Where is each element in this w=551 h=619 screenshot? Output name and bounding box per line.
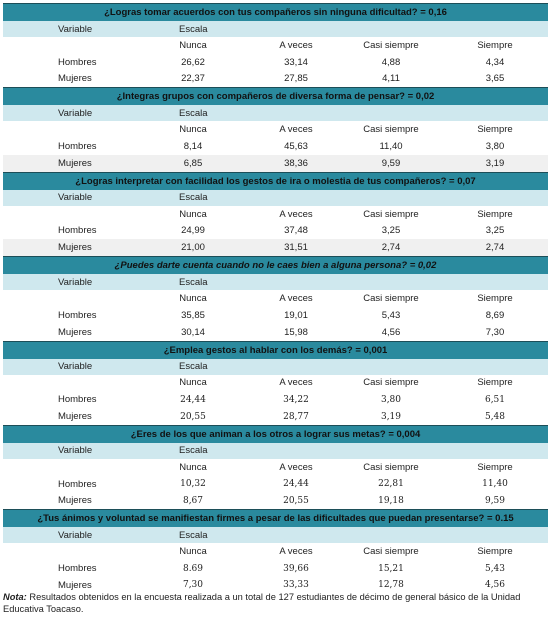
table-row xyxy=(3,493,548,510)
group-label: Hombres xyxy=(58,563,97,575)
escala-header: Escala xyxy=(179,361,208,373)
scale-row xyxy=(3,37,548,54)
cell: 22,81 xyxy=(378,479,404,490)
variable-header: Variable xyxy=(58,276,93,288)
variable-header: Variable xyxy=(58,107,93,119)
table-row xyxy=(3,324,548,341)
cell: 31,51 xyxy=(284,242,308,254)
scale-row xyxy=(3,459,548,476)
question-block xyxy=(3,256,548,340)
variable-header: Variable xyxy=(58,445,93,457)
column-header-row xyxy=(3,274,548,290)
escala-header: Escala xyxy=(179,192,208,204)
scale-label: Siempre xyxy=(477,461,513,473)
question-block xyxy=(3,87,548,171)
group-label: Mujeres xyxy=(58,326,92,338)
cell: 10,32 xyxy=(180,479,206,490)
group-label: Mujeres xyxy=(58,579,92,591)
scale-label: Nunca xyxy=(179,208,207,220)
column-header-row xyxy=(3,527,548,543)
group-label: Hombres xyxy=(58,225,97,237)
scale-label: A veces xyxy=(279,377,313,389)
question-header: ¿Eres de los que animan a los otros a lograr sus metas? = 0,004 xyxy=(3,425,548,443)
column-header-row xyxy=(3,443,548,459)
cell: 38,36 xyxy=(284,157,308,169)
scale-label: A veces xyxy=(279,39,313,51)
cell: 4,34 xyxy=(485,56,505,68)
group-label: Hombres xyxy=(58,478,97,490)
cell: 30,14 xyxy=(181,326,205,338)
question-header: ¿Emplea gestos al hablar con los demás? = 0,001 xyxy=(3,341,548,359)
table-row xyxy=(3,138,548,155)
question-block xyxy=(3,341,548,425)
cell: 2,74 xyxy=(381,242,401,254)
scale-label: Nunca xyxy=(179,39,207,51)
scale-label: A veces xyxy=(279,461,313,473)
table-row xyxy=(3,239,548,256)
group-label: Hombres xyxy=(58,309,97,321)
cell: 24,44 xyxy=(283,479,309,490)
question-header: ¿Logras interpretar con facilidad los gestos de ira o molestia de tus compañeros? = 0,07 xyxy=(3,172,548,190)
cell: 11,40 xyxy=(482,479,508,490)
cell: 15,98 xyxy=(284,326,308,338)
table-note xyxy=(3,591,548,615)
cell: 7,30 xyxy=(485,326,505,338)
table-row xyxy=(3,307,548,324)
group-label: Mujeres xyxy=(58,73,92,85)
group-label: Hombres xyxy=(58,394,97,406)
scale-label: Nunca xyxy=(179,546,207,558)
scale-label: Nunca xyxy=(179,461,207,473)
escala-header: Escala xyxy=(179,23,208,35)
cell: 21,00 xyxy=(181,242,205,254)
cell: 35,85 xyxy=(181,309,205,321)
question-block xyxy=(3,172,548,256)
cell: 6,51 xyxy=(484,394,506,405)
table-row xyxy=(3,71,548,88)
cell: 33,33 xyxy=(283,580,309,591)
note-text: Resultados obtenidos en la encuesta realizada a un total de 127 estudiantes de décimo de general básico de la Unidad Educativa Toacaso. xyxy=(3,592,521,614)
cell: 24,44 xyxy=(180,394,206,405)
cell: 19,01 xyxy=(284,309,308,321)
scale-label: Nunca xyxy=(179,124,207,136)
cell: 5,48 xyxy=(484,411,506,422)
cell: 8,69 xyxy=(485,309,505,321)
group-label: Mujeres xyxy=(58,411,92,423)
cell: 4,56 xyxy=(484,580,506,591)
cell: 15,21 xyxy=(378,563,404,574)
cell: 3,25 xyxy=(381,225,401,237)
table-row xyxy=(3,155,548,172)
cell: 24,99 xyxy=(181,225,205,237)
question-header: ¿Tus ánimos y voluntad se manifiestan firmes a pesar de las dificultades que puedan presentarse? = 0.15 xyxy=(3,509,548,527)
cell: 37,48 xyxy=(284,225,308,237)
variable-header: Variable xyxy=(58,361,93,373)
cell: 45,63 xyxy=(284,141,308,153)
table-row xyxy=(3,391,548,408)
cell: 22,37 xyxy=(181,73,205,85)
table-row xyxy=(3,476,548,493)
scale-label: Siempre xyxy=(477,124,513,136)
escala-header: Escala xyxy=(179,445,208,457)
scale-label: Nunca xyxy=(179,377,207,389)
scale-row xyxy=(3,121,548,138)
column-header-row xyxy=(3,21,548,37)
scale-row xyxy=(3,375,548,392)
cell: 11,40 xyxy=(379,141,403,153)
scale-label: Nunca xyxy=(179,293,207,305)
scale-label: Casi siempre xyxy=(363,377,419,389)
scale-row xyxy=(3,543,548,560)
cell: 9,59 xyxy=(381,157,401,169)
cell: 20,55 xyxy=(180,411,206,422)
cell: 8,14 xyxy=(183,141,203,153)
cell: 8,67 xyxy=(182,495,204,506)
table-row xyxy=(3,223,548,240)
variable-header: Variable xyxy=(58,23,93,35)
column-header-row xyxy=(3,359,548,375)
scale-row xyxy=(3,290,548,307)
cell: 3,80 xyxy=(380,394,402,405)
cell: 3,80 xyxy=(485,141,505,153)
question-header: ¿Logras tomar acuerdos con tus compañeros sin ninguna dificultad? = 0,16 xyxy=(3,3,548,21)
question-block xyxy=(3,509,548,593)
group-label: Mujeres xyxy=(58,157,92,169)
cell: 27,85 xyxy=(284,73,308,85)
scale-label: Casi siempre xyxy=(363,39,419,51)
cell: 9,59 xyxy=(484,495,506,506)
scale-label: Siempre xyxy=(477,39,513,51)
table-row xyxy=(3,560,548,577)
table-row xyxy=(3,54,548,71)
scale-label: Siempre xyxy=(477,293,513,305)
note-label: Nota: xyxy=(3,592,27,602)
scale-label: Casi siempre xyxy=(363,293,419,305)
scale-label: A veces xyxy=(279,293,313,305)
scale-label: A veces xyxy=(279,124,313,136)
question-block xyxy=(3,3,548,87)
cell: 12,78 xyxy=(378,580,404,591)
group-label: Hombres xyxy=(58,56,97,68)
scale-label: Casi siempre xyxy=(363,124,419,136)
column-header-row xyxy=(3,105,548,121)
escala-header: Escala xyxy=(179,276,208,288)
escala-header: Escala xyxy=(179,529,208,541)
cell: 5,43 xyxy=(484,563,506,574)
column-header-row xyxy=(3,190,548,206)
cell: 4,88 xyxy=(381,56,401,68)
cell: 28,77 xyxy=(283,411,309,422)
escala-header: Escala xyxy=(179,107,208,119)
scale-label: Siempre xyxy=(477,546,513,558)
results-table xyxy=(3,3,548,594)
scale-label: Siempre xyxy=(477,208,513,220)
scale-row xyxy=(3,206,548,223)
scale-label: Casi siempre xyxy=(363,461,419,473)
cell: 3,19 xyxy=(380,411,402,422)
cell: 2,74 xyxy=(485,242,505,254)
cell: 4,56 xyxy=(381,326,401,338)
question-header: ¿Puedes darte cuenta cuando no le caes bien a alguna persona? = 0,02 xyxy=(3,256,548,274)
cell: 34,22 xyxy=(283,394,309,405)
variable-header: Variable xyxy=(58,192,93,204)
cell: 5,43 xyxy=(381,309,401,321)
scale-label: Casi siempre xyxy=(363,546,419,558)
cell: 19,18 xyxy=(378,495,404,506)
cell: 3,65 xyxy=(485,73,505,85)
table-row xyxy=(3,408,548,425)
cell: 26,62 xyxy=(181,56,205,68)
cell: 3,19 xyxy=(485,157,505,169)
cell: 3,25 xyxy=(485,225,505,237)
group-label: Hombres xyxy=(58,141,97,153)
cell: 8.69 xyxy=(182,563,204,574)
question-header: ¿Integras grupos con compañeros de diversa forma de pensar? = 0,02 xyxy=(3,87,548,105)
scale-label: Casi siempre xyxy=(363,208,419,220)
group-label: Mujeres xyxy=(58,242,92,254)
cell: 4,11 xyxy=(382,73,400,85)
scale-label: A veces xyxy=(279,546,313,558)
cell: 39,66 xyxy=(283,563,309,574)
cell: 7,30 xyxy=(182,580,204,591)
scale-label: Siempre xyxy=(477,377,513,389)
question-block xyxy=(3,425,548,509)
cell: 6,85 xyxy=(183,157,203,169)
cell: 33,14 xyxy=(284,56,308,68)
variable-header: Variable xyxy=(58,529,93,541)
scale-label: A veces xyxy=(279,208,313,220)
group-label: Mujeres xyxy=(58,495,92,507)
cell: 20,55 xyxy=(283,495,309,506)
